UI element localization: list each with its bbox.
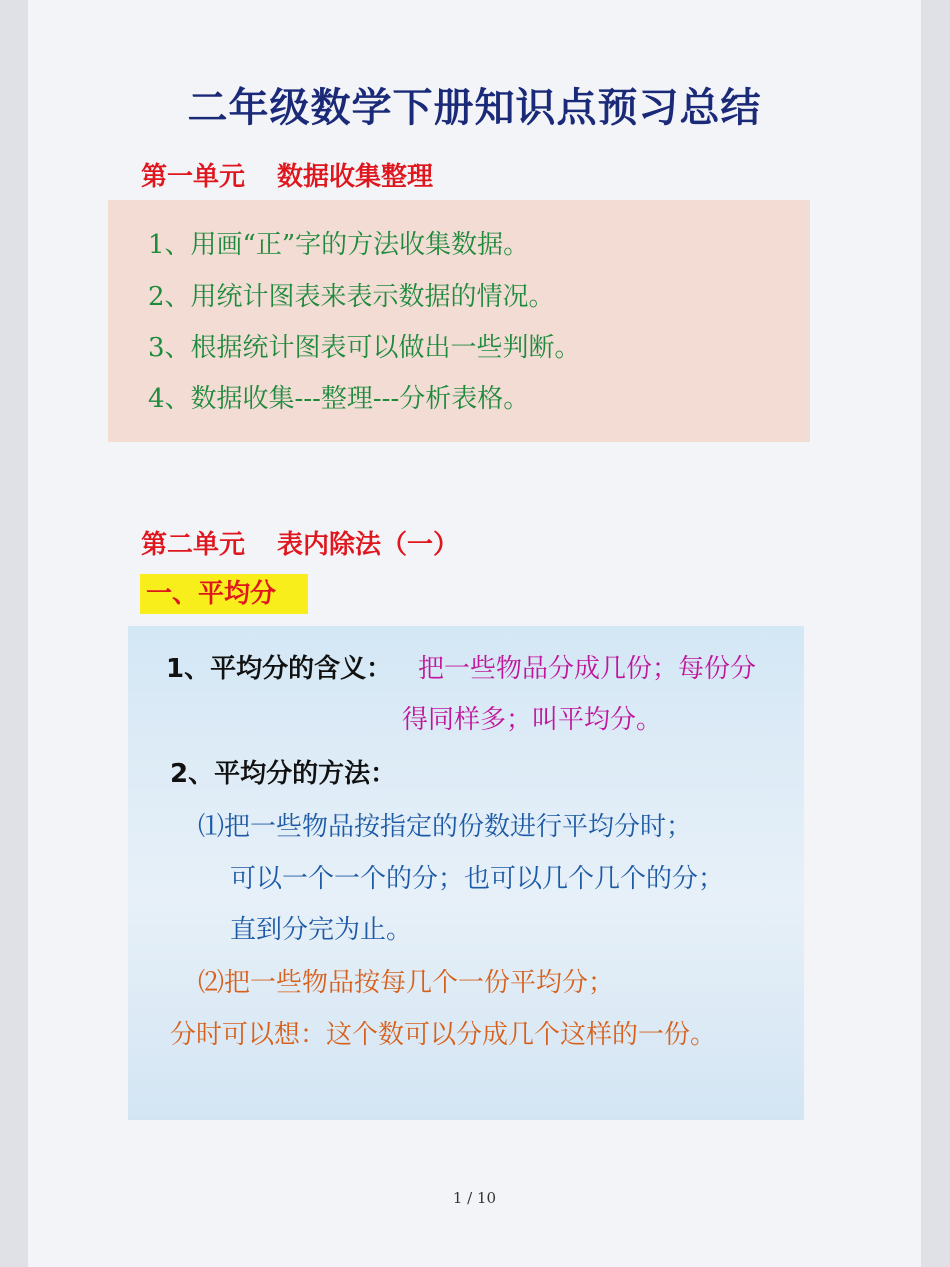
unit1-label: 第一单元 <box>141 162 246 192</box>
method-label: 2、平均分的方法： <box>170 759 397 789</box>
page-title: 二年级数学下册知识点预习总结 <box>187 85 762 131</box>
unit2-heading <box>141 524 459 561</box>
unit1-point: 3、根据统计图表可以做出一些判断。 <box>148 333 581 363</box>
method1-line: 直到分完为止。 <box>230 915 413 945</box>
meaning-text-line1: 把一些物品分成几份；每份分 <box>418 654 757 684</box>
method2-line: 分时可以想：这个数可以分成几个这样的一份。 <box>170 1020 717 1050</box>
unit2-content-box <box>128 626 804 1120</box>
unit1-point: 2、用统计图表来表示数据的情况。 <box>148 282 555 312</box>
document-page <box>28 0 921 1267</box>
unit1-name: 数据收集整理 <box>277 162 434 192</box>
unit2-label: 第二单元 <box>141 530 246 560</box>
section-highlight: 一、平均分 <box>140 574 308 614</box>
method1-line: ⑴把一些物品按指定的份数进行平均分时； <box>198 812 693 842</box>
unit1-points-box <box>108 200 810 442</box>
unit1-point: 4、数据收集---整理---分析表格。 <box>148 384 530 414</box>
method1-line: 可以一个一个的分；也可以几个几个的分； <box>230 864 725 894</box>
meaning-text-line2: 得同样多；叫平均分。 <box>402 705 663 735</box>
method2-line: ⑵把一些物品按每几个一份平均分； <box>198 968 615 998</box>
unit2-name: 表内除法（一） <box>277 530 460 560</box>
meaning-label: 1、平均分的含义： <box>166 654 393 684</box>
unit1-point: 1、用画“正”字的方法收集数据。 <box>148 230 530 260</box>
page-indicator: 1 / 10 <box>452 1189 497 1207</box>
unit1-heading <box>141 156 433 193</box>
